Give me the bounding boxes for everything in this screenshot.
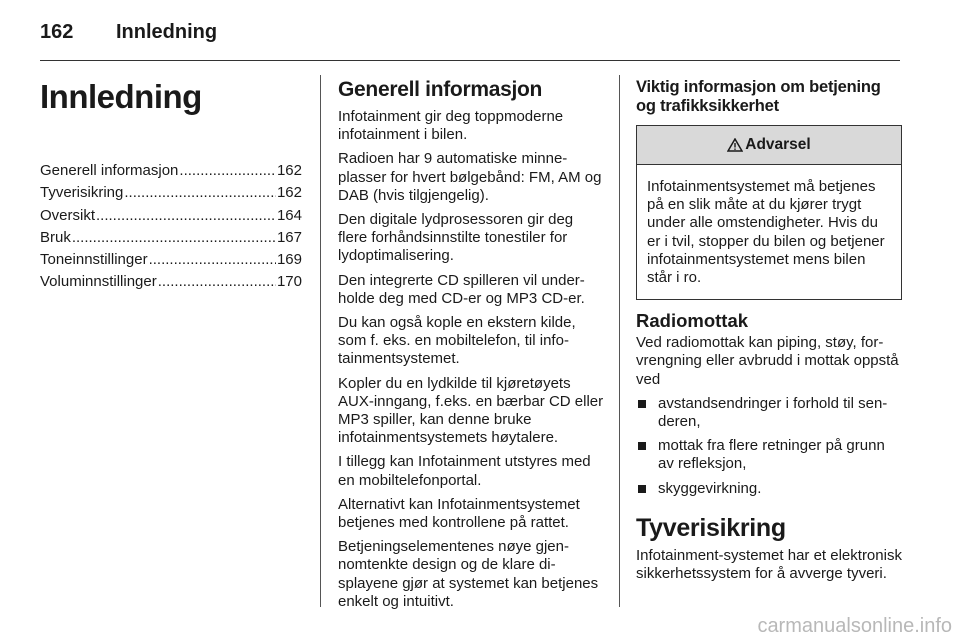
toc-column: [40, 70, 302, 294]
toc-item-page: 164: [276, 206, 302, 224]
toc-item[interactable]: [40, 271, 302, 293]
toc-item-title: Bruk: [40, 228, 71, 246]
list-item: skyggevirkning.: [636, 480, 902, 498]
section-name: Innledning: [116, 20, 218, 43]
paragraph: Betjeningselementenes nøye gjennomtenkte design og de klare displayene gjør at systemet kan betjenes enkelt og intuitivt.: [338, 538, 599, 610]
table-of-contents: [40, 160, 302, 294]
toc-item[interactable]: [40, 227, 302, 249]
paragraph: Alternativt kan Infotainmentsystemet betjenes med kontrollene på rattet.: [338, 495, 580, 532]
paragraph: Kopler du en lydkilde til kjøretøyets AUX-inngang, f.eks. en bærbar CD eller MP3 spiller, kan denne bruke infotainmentsystemets høytalere.: [338, 374, 604, 447]
toc-leader: [149, 249, 276, 271]
paragraph: I tillegg kan Infotainment utstyres med en mobiltelefonportal.: [338, 453, 591, 489]
toc-item-page: 170: [276, 273, 302, 291]
warning-header: [637, 126, 901, 165]
warning-box: [636, 125, 902, 300]
page-number: 162: [40, 20, 74, 43]
column-divider-2: [619, 75, 620, 607]
toc-item-page: 162: [276, 184, 302, 202]
toc-leader: [72, 227, 276, 249]
theft-heading: Tyverisikring: [636, 513, 786, 542]
radio-heading: Radiomottak: [636, 310, 749, 332]
toc-leader: [179, 160, 276, 182]
general-info-heading: Generell informasjon: [338, 78, 543, 101]
header-rule: [40, 60, 900, 61]
theft-text: Infotainment-systemet har et elektronisk sikkerhetssystem for å avverge tyveri.: [636, 546, 902, 583]
radio-intro: Ved radiomottak kan piping, støy, forvrengning eller avbrudd i mottak oppstå ved: [636, 334, 899, 388]
column-divider-1: [320, 75, 321, 607]
toc-item[interactable]: [40, 205, 302, 227]
list-item: avstandsendringer i forhold til senderen,: [636, 395, 902, 431]
paragraph: Infotainment gir deg toppmoderne infotainment i bilen.: [338, 108, 564, 144]
toc-item-page: 167: [276, 228, 302, 246]
warning-text: Infotainmentsystemet må betjenes på en slik måte at du kjører trygt under alle omstendigheter. Hvis du er i tvil, stopper du bilen og betjener infotainmentsystemet mens bilen står i ro.: [647, 178, 885, 287]
paragraph: Du kan også kople en ekstern kilde, som f. eks. en mobiltelefon, til infotainmentsystemet.: [338, 314, 576, 368]
paragraph: Den digitale lydprosessoren gir deg flere forhåndsinnstilte tonestiler for lydoptimalisering.: [338, 211, 574, 265]
safety-heading: Viktig informasjon om betjening og trafikksikkerhet: [636, 78, 881, 115]
toc-item-title: Oversikt: [40, 206, 96, 224]
general-info-column: [338, 70, 604, 617]
chapter-title: Innledning: [40, 78, 202, 115]
toc-item-title: Toneinnstillinger: [40, 251, 148, 269]
safety-column: [636, 70, 902, 589]
toc-leader: [96, 205, 276, 227]
page-header: [40, 14, 900, 50]
toc-item-title: Voluminnstillinger: [40, 273, 157, 291]
toc-item-title: Tyverisikring: [40, 184, 124, 202]
toc-item-page: 162: [276, 162, 302, 179]
toc-leader: [158, 271, 276, 293]
warning-triangle-icon: [727, 138, 743, 152]
paragraph: Radioen har 9 automatiske minneplasser for hvert bølgebånd: FM, AM og DAB (hvis tilgjengelig).: [338, 150, 602, 204]
toc-item[interactable]: [40, 182, 302, 204]
toc-leader: [124, 182, 276, 204]
watermark: carmanualsonline.info: [757, 615, 952, 637]
toc-item[interactable]: [40, 160, 302, 182]
toc-item[interactable]: [40, 249, 302, 271]
warning-title: Advarsel: [745, 136, 811, 153]
toc-item-title: Generell informasjon: [40, 162, 179, 179]
toc-item-page: 169: [276, 251, 302, 269]
radio-bullet-list: [636, 395, 902, 498]
paragraph: Den integrerte CD spilleren vil underholde deg med CD-er og MP3 CD-er.: [338, 271, 585, 307]
list-item: mottak fra flere retninger på grunn av refleksjon,: [636, 437, 902, 473]
